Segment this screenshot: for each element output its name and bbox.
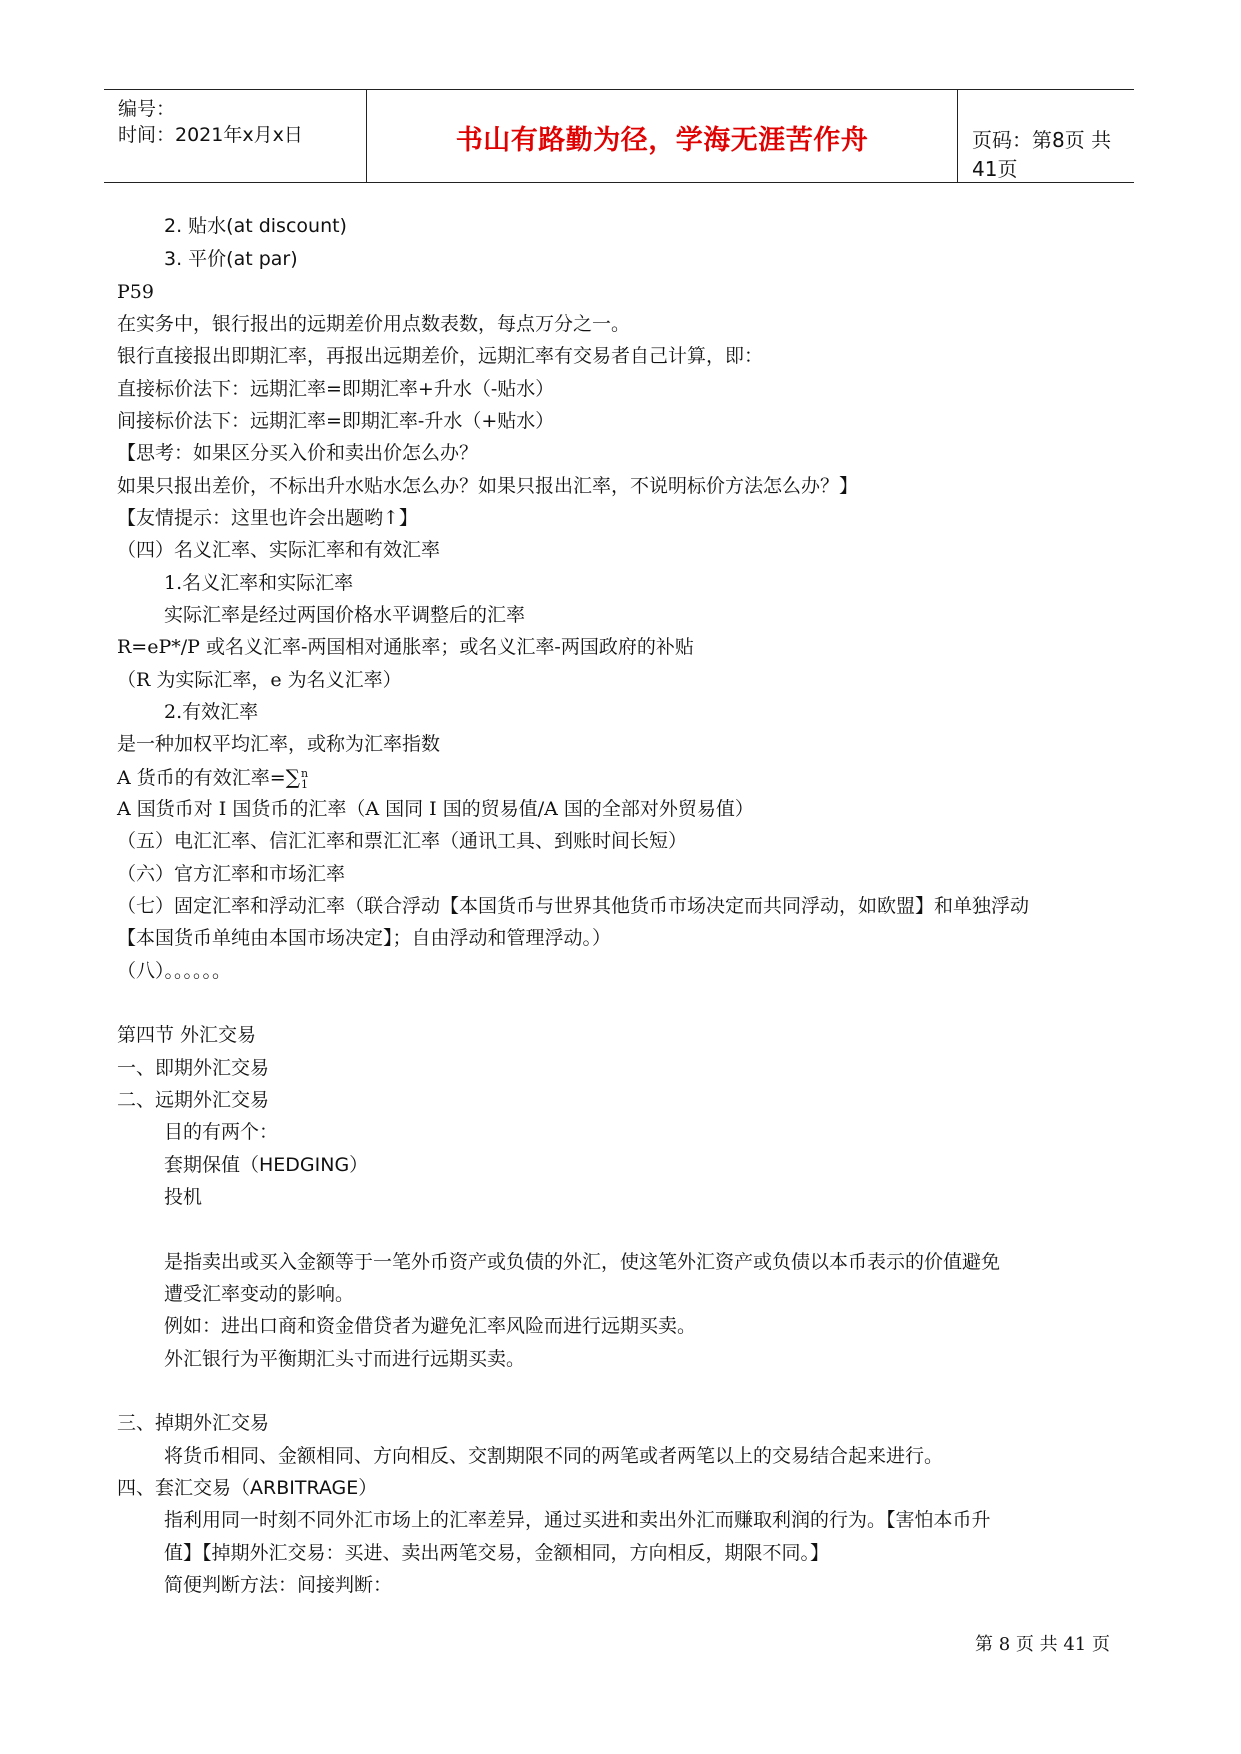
body-line: R=eP*/P 或名义汇率-两国相对通胀率；或名义汇率-两国政府的补贴 [117, 636, 694, 658]
body-line: 如果只报出差价，不标出升水贴水怎么办？如果只报出汇率，不说明标价方法怎么办？】 [117, 475, 859, 497]
body-line: 是指卖出或买入金额等于一笔外币资产或负债的外汇，使这笔外汇资产或负债以本币表示的价值避免 [164, 1251, 1001, 1273]
header-page-cell [958, 90, 1134, 182]
body-line: 目的有两个： [164, 1121, 279, 1143]
body-line: 值】【掉期外汇交易：买进、卖出两笔交易，金额相同，方向相反，期限不同。】 [164, 1542, 830, 1564]
body-line: 例如：进出口商和资金借贷者为避免汇率风险而进行远期买卖。 [164, 1315, 697, 1337]
body-line: A 国货币对 I 国货币的汇率（A 国同 I 国的贸易值/A 国的全部对外贸易值） [117, 798, 754, 820]
body-line: （R 为实际汇率，e 为名义汇率） [117, 669, 402, 691]
body-line: （四）名义汇率、实际汇率和有效汇率 [117, 539, 441, 561]
body-line: 一、即期外汇交易 [117, 1057, 270, 1079]
document-number-label: 编号： [118, 98, 176, 120]
body-line: 二、远期外汇交易 [117, 1089, 270, 1111]
body-line: 间接标价法下：远期汇率=即期汇率-升水（+贴水） [117, 410, 555, 432]
body-line: 在实务中，银行报出的远期差价用点数表数，每点万分之一。 [117, 313, 631, 335]
body-line: 是一种加权平均汇率，或称为汇率指数 [117, 733, 441, 755]
body-line: （七）固定汇率和浮动汇率（联合浮动【本国货币与世界其他货币市场决定而共同浮动，如欧盟】和单独浮动 [117, 895, 1030, 917]
body-line: 【友情提示：这里也许会出题哟↑】 [117, 507, 418, 529]
document-time-label: 时间：2021年x月x日 [118, 124, 303, 146]
header-motto: 书山有路勤为径，学海无涯苦作舟 [455, 125, 869, 156]
body-line: 投机 [164, 1186, 203, 1208]
body-line: 直接标价法下：远期汇率=即期汇率+升水（-贴水） [117, 378, 555, 400]
header-motto-cell [367, 90, 958, 182]
header-page-code: 页码：第8页 共41页 [972, 128, 1112, 181]
body-line: 三、掉期外汇交易 [117, 1412, 270, 1434]
formula-lower-limit: 1 [300, 778, 308, 791]
body-line: 第四节 外汇交易 [117, 1024, 257, 1046]
body-line: 指利用同一时刻不同外汇市场上的汇率差异，通过买进和卖出外汇而赚取利润的行为。【害怕本币升 [164, 1509, 991, 1531]
formula-sigma: ∑ [285, 765, 300, 789]
page-footer: 第 8 页 共 41 页 [975, 1634, 1110, 1655]
body-line: 简便判断方法：间接判断： [164, 1574, 393, 1596]
body-line: P59 [117, 281, 154, 303]
body-line: 遭受汇率变动的影响。 [164, 1283, 355, 1305]
body-line: 将货币相同、金额相同、方向相反、交割期限不同的两笔或者两笔以上的交易结合起来进行。 [164, 1445, 944, 1467]
formula-prefix: A 货币的有效汇率= [117, 767, 286, 789]
body-line: 实际汇率是经过两国价格水平调整后的汇率 [164, 604, 526, 626]
body-line: （五）电汇汇率、信汇汇率和票汇汇率（通讯工具、到账时间长短） [117, 830, 688, 852]
body-line: 2.有效汇率 [164, 701, 259, 723]
body-line: 套期保值（HEDGING） [164, 1154, 369, 1176]
body-line: 外汇银行为平衡期汇头寸而进行远期买卖。 [164, 1348, 526, 1370]
body-line: （六）官方汇率和市场汇率 [117, 863, 346, 885]
body-line: 【思考：如果区分买入价和卖出价怎么办？ [117, 442, 479, 464]
header-info-cell [104, 90, 367, 182]
body-line: 【本国货币单纯由本国市场决定】；自由浮动和管理浮动。） [117, 927, 612, 949]
body-line: 3. 平价(at par) [164, 248, 298, 270]
body-line: 2. 贴水(at discount) [164, 215, 347, 237]
body-line: 1.名义汇率和实际汇率 [164, 572, 354, 594]
body-line: 银行直接报出即期汇率，再报出远期差价，远期汇率有交易者自己计算，即： [117, 345, 764, 367]
body-line: 四、套汇交易（ARBITRAGE） [117, 1477, 378, 1499]
page-header [104, 89, 1134, 183]
formula-upper-limit: n [300, 767, 309, 780]
effective-rate-formula [117, 767, 308, 790]
body-line: （八）。。。。。。 [117, 960, 232, 982]
